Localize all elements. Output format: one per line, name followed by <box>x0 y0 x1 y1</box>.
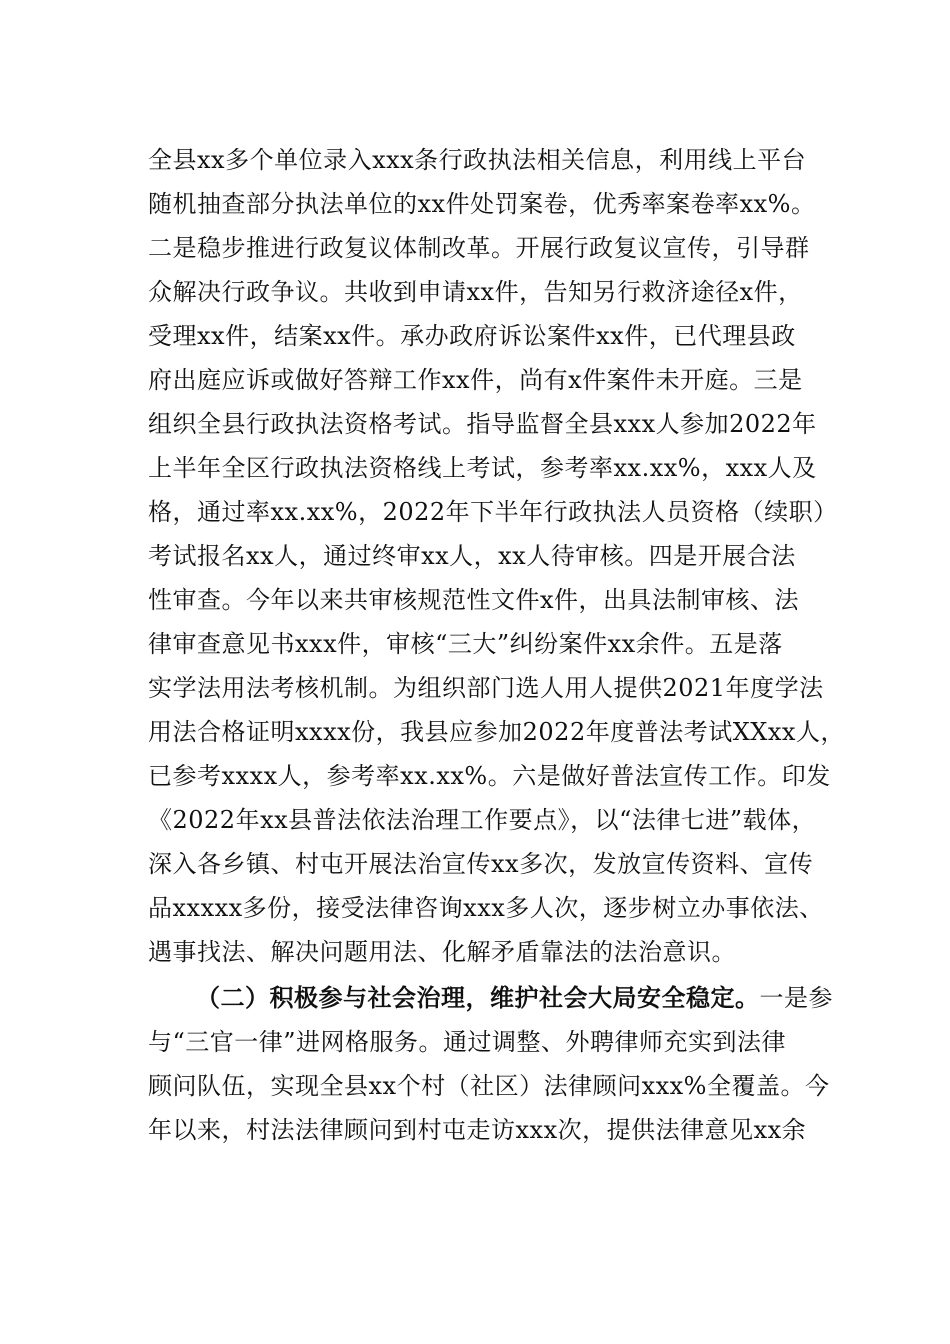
paragraph-line: 上半年全区行政执法资格线上考试，参考率xx.xx%，xxx人及 <box>148 454 817 482</box>
paragraph-line: 二是稳步推进行政复议体制改革。开展行政复议宣传，引导群 <box>148 234 810 262</box>
paragraph-line: 深入各乡镇、村屯开展法治宣传xx多次，发放宣传资料、宣传 <box>148 850 814 878</box>
paragraph-line: 全县xx多个单位录入xxx条行政执法相关信息，利用线上平台 <box>148 146 807 174</box>
paragraph-line: 顾问队伍，实现全县xx个村（社区）法律顾问xxx%全覆盖。今 <box>148 1072 830 1100</box>
paragraph-line: 律审查意见书xxx件，审核“三大”纠纷案件xx余件。五是落 <box>148 630 783 658</box>
paragraph-line: 遇事找法、解决问题用法、化解矛盾靠法的法治意识。 <box>148 938 736 966</box>
paragraph-line: 随机抽查部分执法单位的xx件处罚案卷，优秀率案卷率xx%。 <box>148 190 816 218</box>
paragraph-line: 性审查。今年以来共审核规范性文件x件，出具法制审核、法 <box>148 586 800 614</box>
paragraph-line: 实学法用法考核机制。为组织部门选人用人提供2021年度学法 <box>148 674 824 702</box>
paragraph-line: 已参考xxxx人，参考率xx.xx%。六是做好普法宣传工作。印发 <box>148 762 831 790</box>
section-heading: （二）积极参与社会治理，维护社会大局安全稳定。 <box>196 983 760 1012</box>
paragraph-line: 受理xx件，结案xx件。承办政府诉讼案件xx件，已代理县政 <box>148 322 796 350</box>
paragraph-line: 年以来，村法法律顾问到村屯走访xxx次，提供法律意见xx余 <box>148 1116 807 1144</box>
paragraph-line: 《2022年xx县普法依法治理工作要点》，以“法律七进”载体， <box>148 806 817 834</box>
paragraph-line: 格，通过率xx.xx%，2022年下半年行政执法人员资格（续职） <box>148 498 838 526</box>
section-heading-continuation: 一是参 <box>759 984 833 1012</box>
section-heading-line <box>196 978 833 1018</box>
paragraph-line: 府出庭应诉或做好答辩工作xx件，尚有x件案件未开庭。三是 <box>148 366 803 394</box>
paragraph-line: 众解决行政争议。共收到申请xx件，告知另行救济途径x件， <box>148 278 803 306</box>
paragraph-line: 组织全县行政执法资格考试。指导监督全县xxx人参加2022年 <box>148 410 817 438</box>
paragraph-line: 用法合格证明xxxx份，我县应参加2022年度普法考试XXxx人， <box>148 718 845 746</box>
paragraph-line: 考试报名xx人，通过终审xx人，xx人待审核。四是开展合法 <box>148 542 796 570</box>
paragraph-line: 品xxxxx多份，接受法律咨询xxx多人次，逐步树立办事依法、 <box>148 894 824 922</box>
paragraph-line: 与“三官一律”进网格服务。通过调整、外聘律师充实到法律 <box>148 1028 787 1056</box>
